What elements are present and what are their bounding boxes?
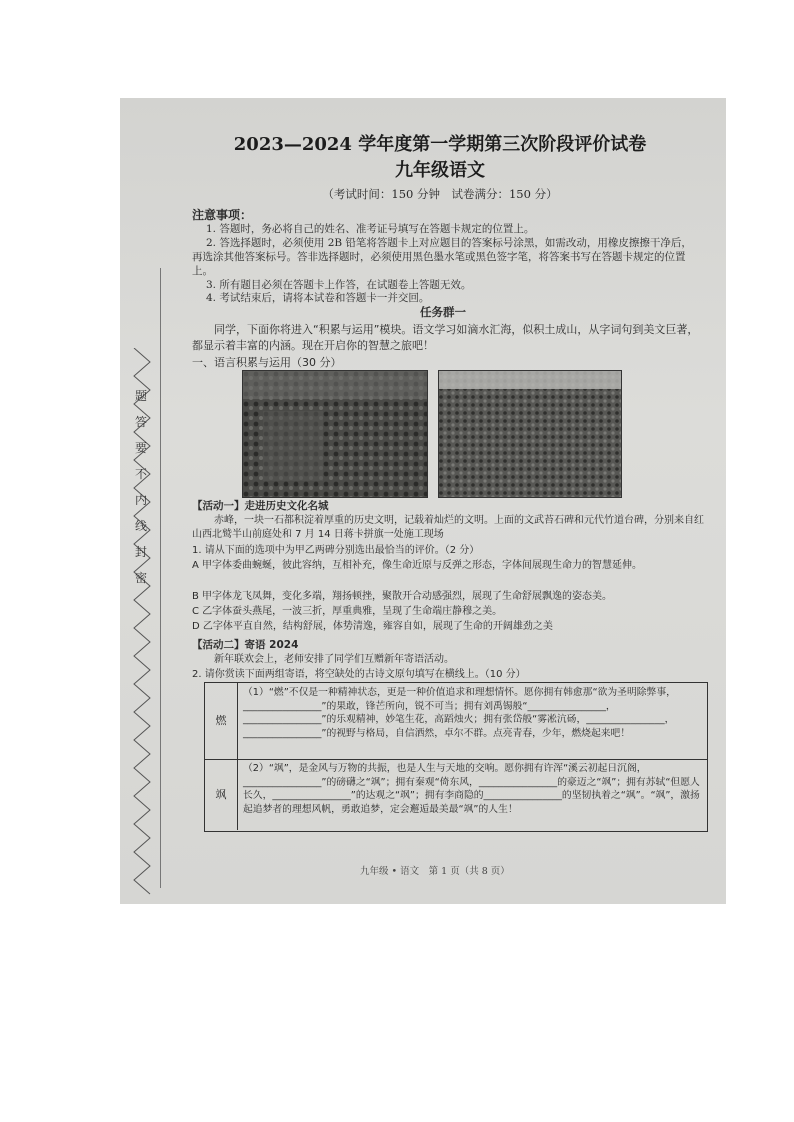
section-heading: 一、语言积累与运用（30 分） [192, 356, 342, 369]
exam-info: （考试时间：150 分钟 试卷满分：150 分） [322, 187, 558, 201]
scanned-photo [120, 98, 726, 904]
seal-char: 答 [134, 415, 147, 429]
blessing-table [204, 682, 708, 832]
notes-heading: 注意事项： [192, 208, 253, 222]
note-item: 2. 答选择题时，必须使用 2B 铅笔将答题卡上对应题目的答案标号涂黑，如需改动，用橡皮擦擦干净后，再选涂其他答案标号。答非选择题时，必须使用黑色墨水笔或黑色签字笔，将答案书写在答题卡规定的位置上。 [192, 237, 692, 277]
option-b: B 甲字体龙飞凤舞，变化多端，翔扬顿挫，聚散开合动感强烈，展现了生命舒展飘逸的姿态美。 [192, 591, 613, 602]
row-label: 飒 [205, 760, 238, 830]
row-label: 燃 [205, 683, 238, 759]
exam-title: 2023—2024 学年度第一学期第三次阶段评价试卷 [233, 134, 647, 155]
stele-photo-a [242, 370, 428, 498]
row-text: （2）“飒”，是金风与万物的共振，也是人生与天地的交响。愿你拥有许浑“溪云初起日沉阁，________________”的磅礴之“飒”；拥有秦观“倚东风，________________的豪迈之“飒”；拥有苏轼“但愿人长久，________________”的达观之“飒”；拥有李商隐的________________的坚韧执着之“飒”。“飒”，激扬起追梦者的理想风帆，勇敢追梦，定会邂逅最美最“飒”的人生！ [243, 763, 700, 815]
stele-photo-b [438, 370, 622, 498]
note-item: 1. 答题时，务必将自己的姓名、准考证号填写在答题卡规定的位置上。 [206, 223, 535, 235]
activity1-passage: 赤峰，一块一石都积淀着厚重的历史文明，记载着灿烂的文明。上面的文武苔石碑和元代竹道台碑，分别来自红山西北鹫半山前庭处和 7 月 14 日蒋卡拼旗一处施工现场 [192, 515, 704, 540]
exam-subtitle: 九年级语文 [395, 160, 485, 181]
table-row [205, 683, 707, 760]
activity1-heading: 【活动一】走进历史文化名城 [192, 500, 329, 512]
task-group-title: 任务群一 [420, 305, 466, 319]
exam-sheet [120, 98, 726, 904]
seal-char: 密 [134, 571, 147, 585]
seal-char: 封 [134, 545, 147, 559]
row-text: （1）“燃”不仅是一种精神状态，更是一种价值追求和理想情怀。愿你拥有韩愈那“欲为圣明除弊事，________________”的果敢，锋芒所向，锐不可当；拥有刘禹锡般“________________，________________”的乐观精神，妙笔生花，高蹈烛火；拥有张岱般“雾凇沆砀，________________，________________”的视野与格局，自信洒然，卓尔不群。点亮青春，少年，燃烧起来吧！ [243, 687, 676, 739]
seal-char: 要 [134, 441, 147, 455]
seal-char: 内 [134, 493, 147, 507]
question-2: 2. 请你赏读下面两组寄语，将空缺处的古诗文原句填写在横线上。（10 分） [192, 669, 526, 680]
seal-line-text [134, 383, 148, 591]
activity2-passage: 新年联欢会上，老师安排了同学们互赠新年寄语活动。 [214, 654, 454, 665]
table-row [205, 760, 707, 830]
question-1: 1. 请从下面的选项中为甲乙两碑分别选出最恰当的评价。（2 分） [192, 545, 480, 556]
page-footer: 九年级 • 语文 第 1 页（共 8 页） [360, 866, 510, 877]
note-item: 3. 所有题目必须在答题卡上作答，在试题卷上答题无效。 [206, 279, 472, 291]
seal-char: 题 [134, 389, 147, 403]
seal-char: 不 [134, 467, 147, 481]
option-c: C 乙字体蚕头燕尾，一波三折，厚重典雅，呈现了生命端庄静穆之美。 [192, 606, 503, 617]
option-d: D 乙字体平直自然，结构舒展，体势清逸，雍容自如，展现了生命的开阔雄劲之美 [192, 621, 553, 632]
seal-char: 线 [134, 519, 147, 533]
activity2-heading: 【活动二】寄语 2024 [192, 639, 299, 651]
task-intro: 同学，下面你将进入“积累与运用”模块。语文学习如滴水汇海，似积土成山，从字词句到美文巨著，都显示着丰富的内涵。现在开启你的智慧之旅吧！ [192, 323, 699, 352]
note-item: 4. 考试结束后，请将本试卷和答题卡一并交回。 [206, 292, 430, 304]
option-a: A 甲字体委曲蜿蜒，彼此容纳，互相补充，像生命近原与反弹之形态，字体间展现生命力的智慧延伸。 [192, 560, 643, 571]
